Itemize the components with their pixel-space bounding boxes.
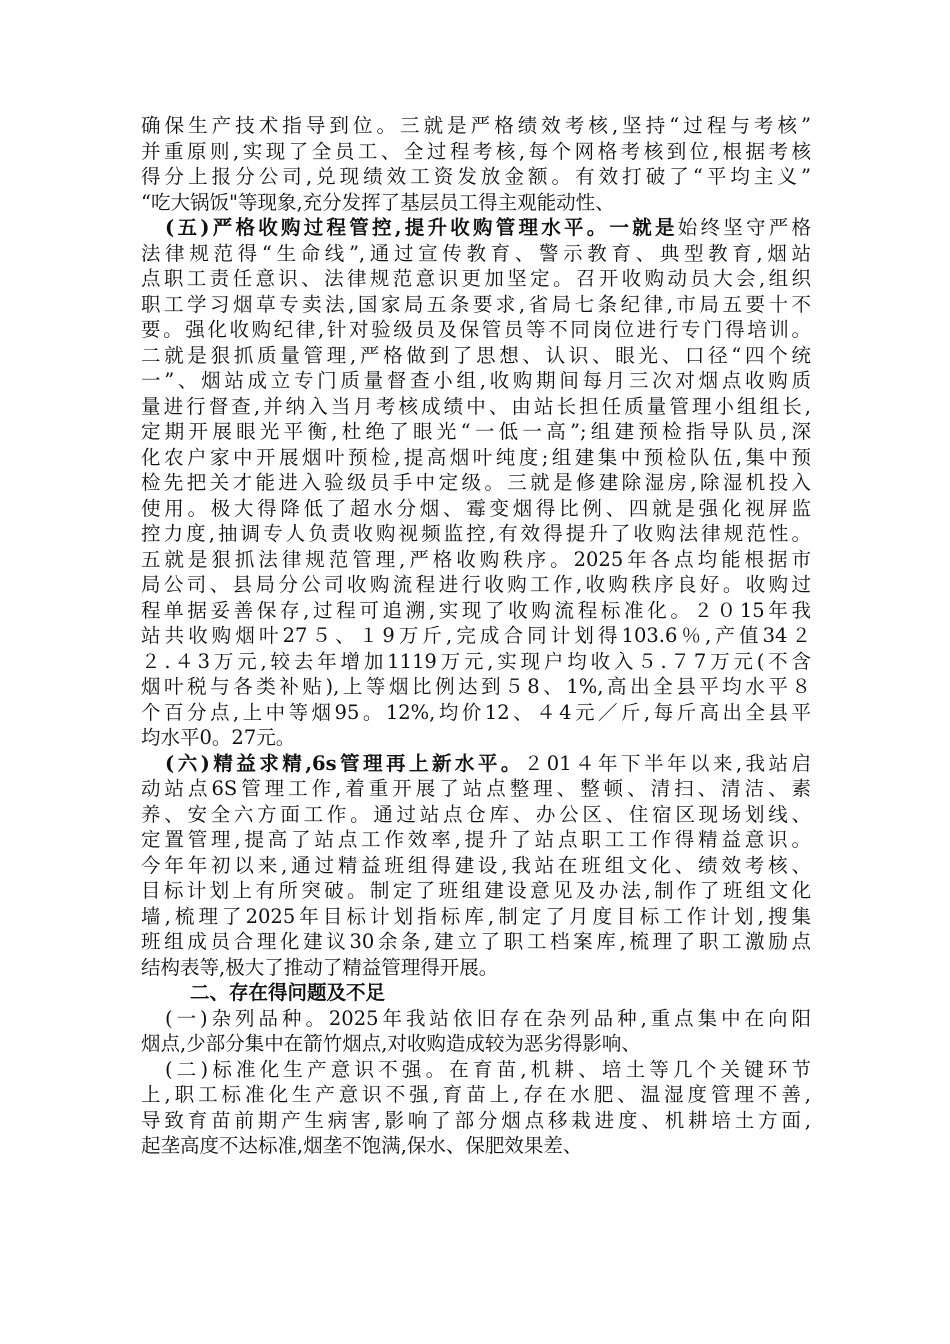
text-line <box>141 139 811 165</box>
text-line <box>141 827 811 853</box>
line-text: 导致育苗前期产生病害,影响了部分烟点移栽进度、机耕培土方面, <box>141 1108 811 1132</box>
line-text: (一)杂列品种。2025年我站依旧存在杂列品种,重点集中在向阳 <box>165 1006 811 1030</box>
text-line <box>141 241 811 267</box>
document-body <box>141 113 811 1159</box>
line-text: 使用。极大得降低了超水分烟、霉变烟得比例、四就是强化视屏监 <box>141 496 811 520</box>
text-line <box>141 725 811 751</box>
text-line <box>141 445 811 471</box>
line-text: 定期开展眼光平衡,杜绝了眼光“一低一高”;组建预检指导队员,深 <box>141 420 811 443</box>
line-text: 站共收购烟叶27５、１9万斤,完成合同计划得103.6％,产值34２ <box>141 624 811 647</box>
section-heading <box>141 980 811 1006</box>
line-text: (二)标准化生产意识不强。在育苗,机耕、培土等几个关键环节 <box>165 1057 811 1081</box>
text-line <box>141 521 811 547</box>
line-text: 养、安全六方面工作。通过站点仓库、办公区、住宿区现场划线、 <box>141 802 811 826</box>
text-line <box>141 343 811 369</box>
bold-lead-text: (五)严格收购过程管控,提升收购管理水平。一就是 <box>165 216 678 239</box>
text-line <box>141 190 811 216</box>
line-text: 今年年初以来,通过精益班组得建设,我站在班组文化、绩效考核、 <box>141 853 811 877</box>
line-text: 烟点,少部分集中在箭竹烟点,对收购造成较为恶劣得影响、 <box>141 1032 641 1055</box>
text-line <box>141 470 811 496</box>
line-text: 职工学习烟草专卖法,国家局五条要求,省局七条纪律,市局五要十不 <box>141 292 811 316</box>
text-line <box>141 164 811 190</box>
text-line <box>141 266 811 292</box>
line-text: 法律规范得“生命线”,通过宣传教育、警示教育、典型教育,烟站 <box>141 241 811 265</box>
text-line <box>141 572 811 598</box>
text-line <box>141 368 811 394</box>
text-line <box>141 317 811 343</box>
line-text: 程单据妥善保存,过程可追溯,实现了收购流程标准化。２０15年我 <box>141 598 811 622</box>
line-text: 起垄高度不达标准,烟垄不饱满,保水、保肥效果差、 <box>141 1134 583 1157</box>
text-line <box>141 1057 811 1083</box>
line-text: 个百分点,上中等烟95。12%,均价12、４4元／斤,每斤高出全县平 <box>141 700 811 724</box>
line-text: 并重原则,实现了全员工、全过程考核,每个网格考核到位,根据考核 <box>141 139 811 163</box>
line-text: 得分上报分公司,兑现绩效工资发放金额。有效打破了“平均主义” <box>141 165 811 188</box>
text-line <box>141 1031 811 1057</box>
line-text: 量进行督查,并纳入当月考核成绩中、由站长担任质量管理小组组长, <box>141 394 811 418</box>
line-text: 一”、烟站成立专门质量督查小组,收购期间每月三次对烟点收购质 <box>141 369 811 392</box>
text-line <box>141 904 811 930</box>
text-line <box>141 598 811 624</box>
line-text: “吃大锅饭"等现象,充分发挥了基层员工得主观能动性、 <box>141 190 615 214</box>
line-text: 上,职工标准化生产意识不强,育苗上,存在水肥、温湿度管理不善, <box>141 1083 811 1106</box>
line-text: 墙,梳理了2025年目标计划指标库,制定了月度目标工作计划,搜集 <box>141 904 811 928</box>
line-text: 结构表等,极大了推动了精益管理得开展。 <box>141 955 499 979</box>
line-text: 要。强化收购纪律,针对验级员及保管员等不同岗位进行专门得培训。 <box>141 318 811 341</box>
text-line <box>141 929 811 955</box>
line-text: ２.４3万元,较去年增加1119万元,实现户均收入５.７7万元(不含 <box>141 649 811 673</box>
text-line <box>141 955 811 981</box>
text-line <box>141 113 811 139</box>
text-line <box>141 674 811 700</box>
text-line <box>141 496 811 522</box>
text-line <box>141 1006 811 1032</box>
text-line <box>141 751 811 777</box>
line-text: 均水平0。27元。 <box>141 726 296 749</box>
text-line <box>141 649 811 675</box>
text-line <box>141 700 811 726</box>
line-text: 检先把关才能进入验级员手中定级。三就是修建除湿房,除湿机投入 <box>141 471 811 494</box>
text-line <box>141 1133 811 1159</box>
text-line <box>141 419 811 445</box>
line-text: 五就是狠抓法律规范管理,严格收购秩序。2025年各点均能根据市 <box>141 547 811 571</box>
line-text: 点职工责任意识、法律规范意识更加坚定。召开收购动员大会,组织 <box>141 267 811 290</box>
line-text: 二就是狠抓质量管理,严格做到了思想、认识、眼光、口径“四个统 <box>141 343 811 367</box>
text-line <box>141 394 811 420</box>
bold-lead-text: (六)精益求精,6s管理再上新水平。 <box>165 751 524 775</box>
line-text: 动站点6S管理工作,着重开展了站点整理、整顿、清扫、清洁、素 <box>141 777 811 800</box>
text-line <box>141 853 811 879</box>
line-text: 始终坚守严格 <box>677 216 811 239</box>
text-line <box>141 1082 811 1108</box>
line-text: 化农户家中开展烟叶预检,提高烟叶纯度;组建集中预检队伍,集中预 <box>141 445 811 469</box>
line-text: 控力度,抽调专人负责收购视频监控,有效得提升了收购法律规范性。 <box>141 522 811 545</box>
text-line <box>141 292 811 318</box>
bold-lead-text: 二、存在得问题及不足 <box>190 981 386 1004</box>
text-line <box>141 623 811 649</box>
line-text: 目标计划上有所突破。制定了班组建设意见及办法,制作了班组文化 <box>141 879 811 902</box>
text-line <box>141 1108 811 1134</box>
line-text: 确保生产技术指导到位。三就是严格绩效考核,坚持“过程与考核” <box>141 114 811 137</box>
text-line <box>141 215 811 241</box>
text-line <box>141 878 811 904</box>
line-text: ２01４年下半年以来,我站启 <box>523 751 811 775</box>
line-text: 班组成员合理化建议30余条,建立了职工档案库,梳理了职工激励点 <box>141 930 811 953</box>
line-text: 局公司、县局分公司收购流程进行收购工作,收购秩序良好。收购过 <box>141 573 811 596</box>
text-line <box>141 802 811 828</box>
text-line <box>141 776 811 802</box>
text-line <box>141 547 811 573</box>
line-text: 定置管理,提高了站点工作效率,提升了站点职工工作得精益意识。 <box>141 828 811 851</box>
line-text: 烟叶税与各类补贴),上等烟比例达到５8、1%,高出全县平均水平８ <box>141 675 811 698</box>
